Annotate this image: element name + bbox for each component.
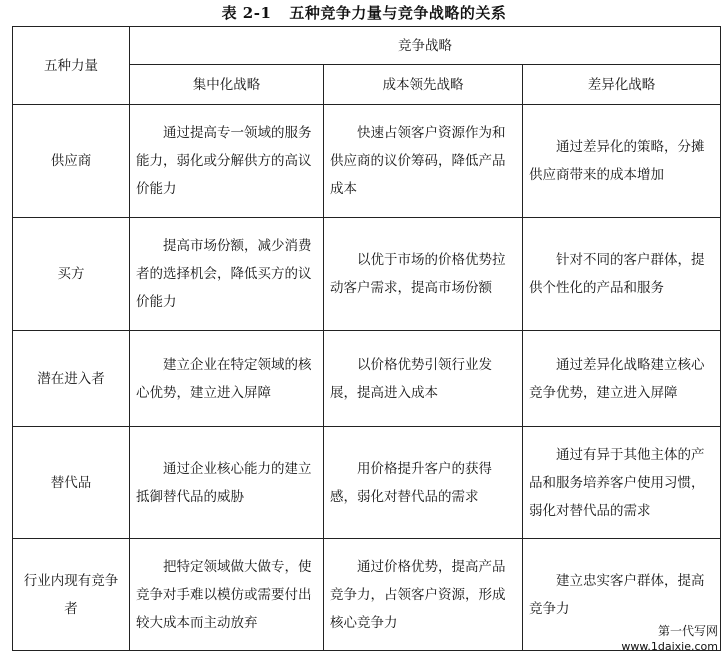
table-cell: 通过差异化战略建立核心竞争优势，建立进入屏障 bbox=[523, 331, 721, 427]
group-header: 竞争战略 bbox=[130, 27, 721, 65]
table-cell: 建立企业在特定领域的核心优势，建立进入屏障 bbox=[130, 331, 324, 427]
table-cell: 通过有异于其他主体的产品和服务培养客户使用习惯，弱化对替代品的需求 bbox=[523, 427, 721, 539]
table-cell: 以优于市场的价格优势拉动客户需求，提高市场份额 bbox=[324, 218, 523, 331]
table-cell: 针对不同的客户群体，提供个性化的产品和服务 bbox=[523, 218, 721, 331]
table-cell: 把特定领域做大做专，使竞争对手难以模仿或需要付出较大成本而主动放弃 bbox=[130, 539, 324, 651]
table-cell: 以价格优势引领行业发展，提高进入成本 bbox=[324, 331, 523, 427]
table-number: 表 2-1 bbox=[221, 4, 272, 22]
row-header-existing-competitors: 行业内现有竞争者 bbox=[13, 539, 130, 651]
table-cell: 快速占领客户资源作为和供应商的议价筹码，降低产品成本 bbox=[324, 105, 523, 218]
column-header-cost-leadership: 成本领先战略 bbox=[324, 65, 523, 105]
column-header-focus: 集中化战略 bbox=[130, 65, 324, 105]
strategy-table bbox=[12, 26, 721, 651]
table-cell: 提高市场份额，减少消费者的选择机会，降低买方的议价能力 bbox=[130, 218, 324, 331]
table-cell: 建立忠实客户群体，提高竞争力 bbox=[523, 539, 721, 651]
table-cell: 通过企业核心能力的建立抵御替代品的威胁 bbox=[130, 427, 324, 539]
column-header-differentiation: 差异化战略 bbox=[523, 65, 721, 105]
watermark-name: 第一代写网 bbox=[657, 624, 718, 638]
row-header-substitutes: 替代品 bbox=[13, 427, 130, 539]
watermark-url: www.1daixie.com bbox=[621, 640, 718, 653]
row-header-potential-entrants: 潜在进入者 bbox=[13, 331, 130, 427]
header-row-group bbox=[13, 27, 721, 65]
row-header-buyer: 买方 bbox=[13, 218, 130, 331]
table-row bbox=[13, 218, 721, 331]
table-row bbox=[13, 331, 721, 427]
table-title: 五种竞争力量与竞争战略的关系 bbox=[289, 4, 507, 22]
watermark bbox=[621, 624, 718, 654]
table-row bbox=[13, 539, 721, 651]
table-cell: 用价格提升客户的获得感，弱化对替代品的需求 bbox=[324, 427, 523, 539]
table-cell: 通过差异化的策略，分摊供应商带来的成本增加 bbox=[523, 105, 721, 218]
corner-header: 五种力量 bbox=[13, 27, 130, 105]
row-header-supplier: 供应商 bbox=[13, 105, 130, 218]
table-row bbox=[13, 105, 721, 218]
table-cell: 通过提高专一领域的服务能力，弱化或分解供方的高议价能力 bbox=[130, 105, 324, 218]
table-caption bbox=[0, 2, 728, 23]
table-cell: 通过价格优势，提高产品竞争力，占领客户资源，形成核心竞争力 bbox=[324, 539, 523, 651]
table-row bbox=[13, 427, 721, 539]
